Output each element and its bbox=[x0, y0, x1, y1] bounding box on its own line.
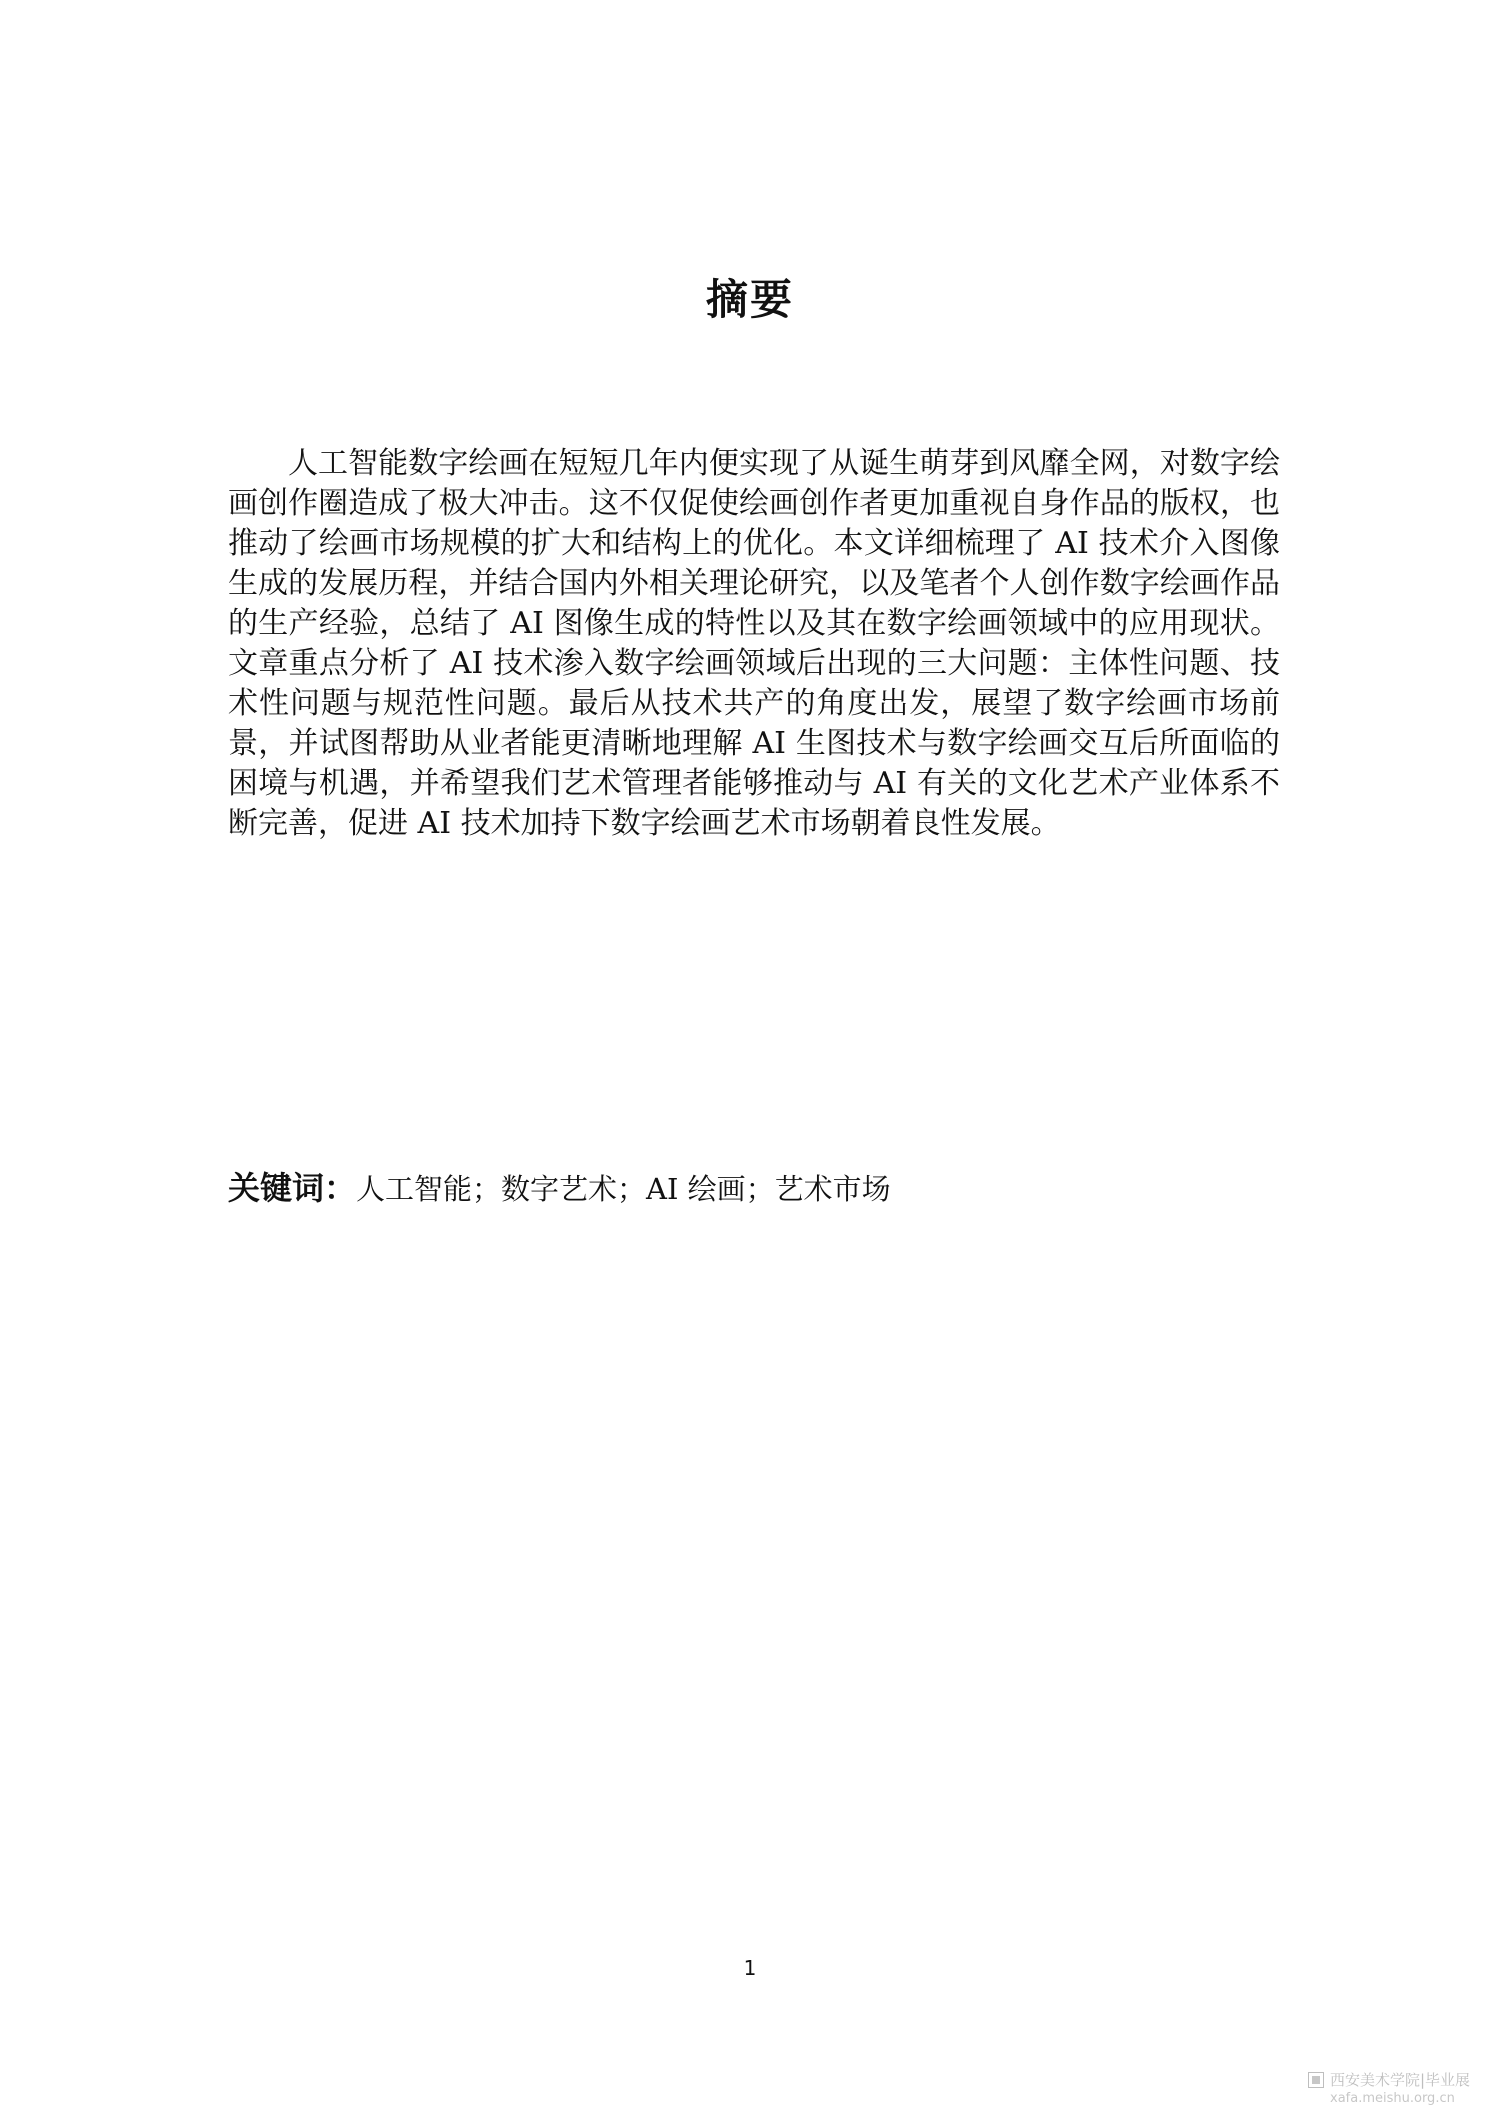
keywords-line bbox=[228, 1166, 1280, 1212]
watermark-emblem-icon bbox=[1308, 2072, 1324, 2088]
watermark-text: 西安美术学院|毕业展 bbox=[1330, 2071, 1471, 2089]
page-number: 1 bbox=[743, 1956, 757, 1980]
page-title: 摘要 bbox=[705, 275, 794, 324]
watermark-url: xafa.meishu.org.cn bbox=[1330, 2091, 1455, 2106]
keywords-label: 关键词： bbox=[228, 1169, 357, 1207]
abstract-paragraph: 人工智能数字绘画在短短几年内便实现了从诞生萌芽到风靡全网，对数字绘画创作圈造成了极大冲击。这不仅促使绘画创作者更加重视自身作品的版权，也推动了绘画市场规模的扩大和结构上的优化。本文详细梳理了 AI 技术介入图像生成的发展历程，并结合国内外相关理论研究，以及笔者个人创作数字绘画作品的生产经验，总结了 AI 图像生成的特性以及其在数字绘画领域中的应用现状。文章重点分析了 AI 技术渗入数字绘画领域后出现的三大问题：主体性问题、技术性问题与规范性问题。最后从技术共产的角度出发，展望了数字绘画市场前景，并试图帮助从业者能更清晰地理解 AI 生图技术与数字绘画交互后所面临的困境与机遇，并希望我们艺术管理者能够推动与 AI 有关的文化艺术产业体系不断完善，促进 AI 技术加持下数字绘画艺术市场朝着良性发展。 bbox=[228, 446, 1280, 841]
abstract-body bbox=[228, 444, 1280, 844]
keywords-text: 人工智能；数字艺术；AI 绘画；艺术市场 bbox=[356, 1172, 891, 1206]
watermark bbox=[1308, 2068, 1478, 2112]
